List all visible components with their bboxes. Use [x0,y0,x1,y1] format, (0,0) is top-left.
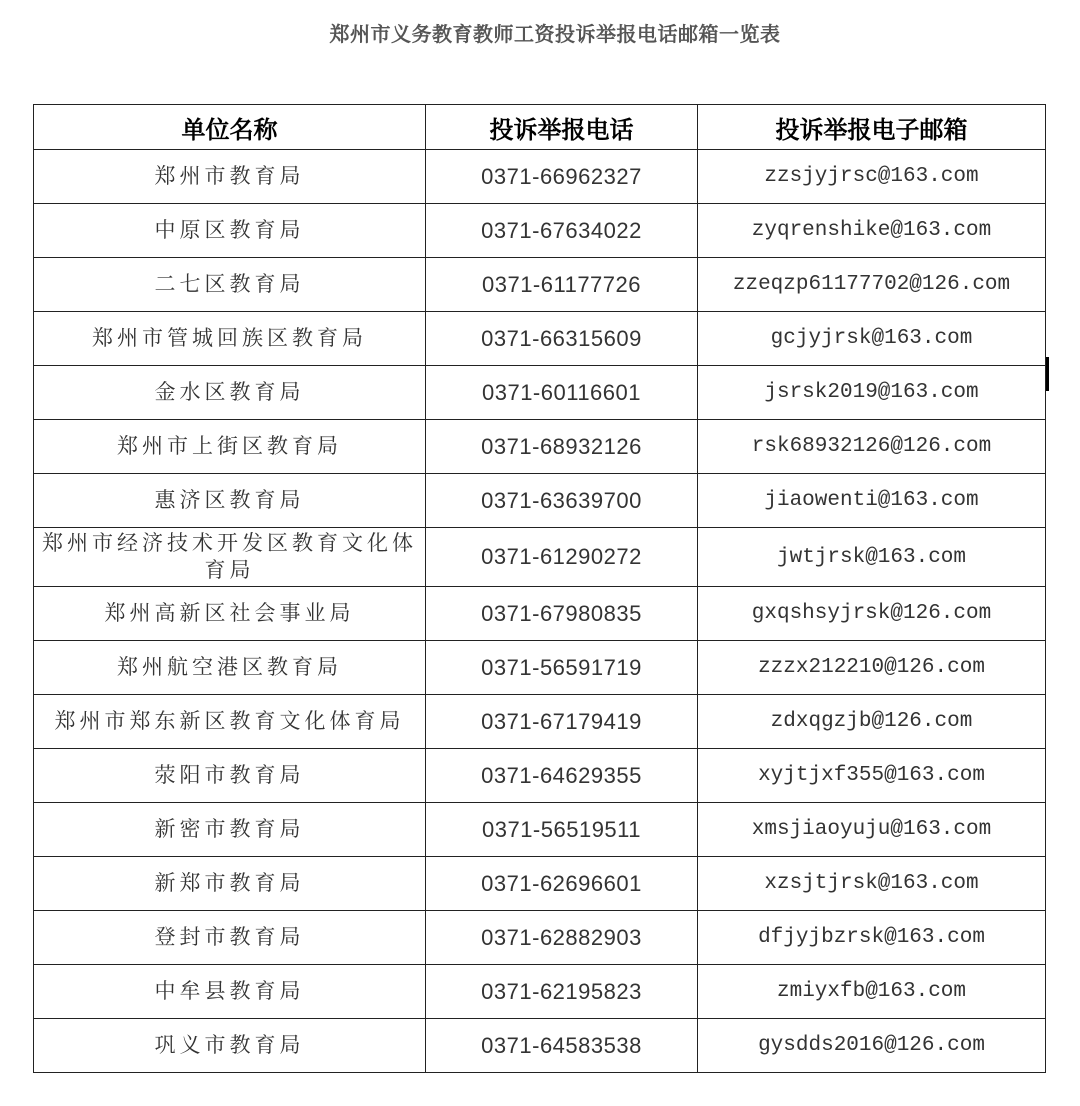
table-row [34,366,1046,420]
email-cell: xyjtjxf355@163.com [698,749,1046,803]
table-row [34,803,1046,857]
table-row [34,420,1046,474]
phone-cell: 0371-63639700 [426,474,698,528]
page-title: 郑州市义务教育教师工资投诉举报电话邮箱一览表 [329,22,781,46]
table-row [34,528,1046,587]
phone-cell: 0371-61177726 [426,258,698,312]
unit-name-cell: 惠济区教育局 [34,474,426,528]
phone-cell: 0371-66962327 [426,150,698,204]
table-row [34,965,1046,1019]
text-cursor [1046,357,1049,391]
table-row [34,911,1046,965]
phone-cell: 0371-67980835 [426,587,698,641]
email-cell: zdxqgzjb@126.com [698,695,1046,749]
phone-cell: 0371-56591719 [426,641,698,695]
phone-cell: 0371-68932126 [426,420,698,474]
table-row [34,150,1046,204]
table-row [34,749,1046,803]
unit-name-cell: 郑州高新区社会事业局 [34,587,426,641]
unit-name-cell: 巩义市教育局 [34,1019,426,1073]
table-header-row [34,105,1046,150]
phone-cell: 0371-66315609 [426,312,698,366]
table-row [34,695,1046,749]
header-phone: 投诉举报电话 [426,105,698,150]
email-cell: jiaowenti@163.com [698,474,1046,528]
email-cell: zzsjyjrsc@163.com [698,150,1046,204]
phone-cell: 0371-67634022 [426,204,698,258]
phone-cell: 0371-61290272 [426,528,698,587]
unit-name-cell: 新郑市教育局 [34,857,426,911]
email-cell: jwtjrsk@163.com [698,528,1046,587]
unit-name-cell: 郑州市上街区教育局 [34,420,426,474]
email-cell: xzsjtjrsk@163.com [698,857,1046,911]
email-cell: jsrsk2019@163.com [698,366,1046,420]
unit-name-cell: 郑州市经济技术开发区教育文化体育局 [34,528,426,587]
email-cell: gcjyjrsk@163.com [698,312,1046,366]
table-row [34,641,1046,695]
phone-cell: 0371-62882903 [426,911,698,965]
email-cell: rsk68932126@126.com [698,420,1046,474]
email-cell: dfjyjbzrsk@163.com [698,911,1046,965]
table-row [34,857,1046,911]
table-row [34,258,1046,312]
phone-cell: 0371-62195823 [426,965,698,1019]
header-unit-name: 单位名称 [34,105,426,150]
header-email: 投诉举报电子邮箱 [698,105,1046,150]
unit-name-cell: 郑州市管城回族区教育局 [34,312,426,366]
email-cell: zzeqzp61177702@126.com [698,258,1046,312]
email-cell: zzzx212210@126.com [698,641,1046,695]
email-cell: xmsjiaoyuju@163.com [698,803,1046,857]
unit-name-cell: 中牟县教育局 [34,965,426,1019]
phone-cell: 0371-62696601 [426,857,698,911]
unit-name-cell: 荥阳市教育局 [34,749,426,803]
unit-name-cell: 金水区教育局 [34,366,426,420]
unit-name-cell: 二七区教育局 [34,258,426,312]
email-cell: zmiyxfb@163.com [698,965,1046,1019]
table-row [34,312,1046,366]
table-row [34,474,1046,528]
unit-name-cell: 郑州航空港区教育局 [34,641,426,695]
unit-name-cell: 中原区教育局 [34,204,426,258]
phone-cell: 0371-64629355 [426,749,698,803]
table-row [34,1019,1046,1073]
email-cell: zyqrenshike@163.com [698,204,1046,258]
table-row [34,204,1046,258]
unit-name-cell: 登封市教育局 [34,911,426,965]
unit-name-cell: 新密市教育局 [34,803,426,857]
table-row [34,587,1046,641]
unit-name-cell: 郑州市郑东新区教育文化体育局 [34,695,426,749]
unit-name-cell: 郑州市教育局 [34,150,426,204]
phone-cell: 0371-60116601 [426,366,698,420]
email-cell: gxqshsyjrsk@126.com [698,587,1046,641]
phone-cell: 0371-56519511 [426,803,698,857]
contact-table [33,104,1046,1073]
phone-cell: 0371-64583538 [426,1019,698,1073]
email-cell: gysdds2016@126.com [698,1019,1046,1073]
phone-cell: 0371-67179419 [426,695,698,749]
